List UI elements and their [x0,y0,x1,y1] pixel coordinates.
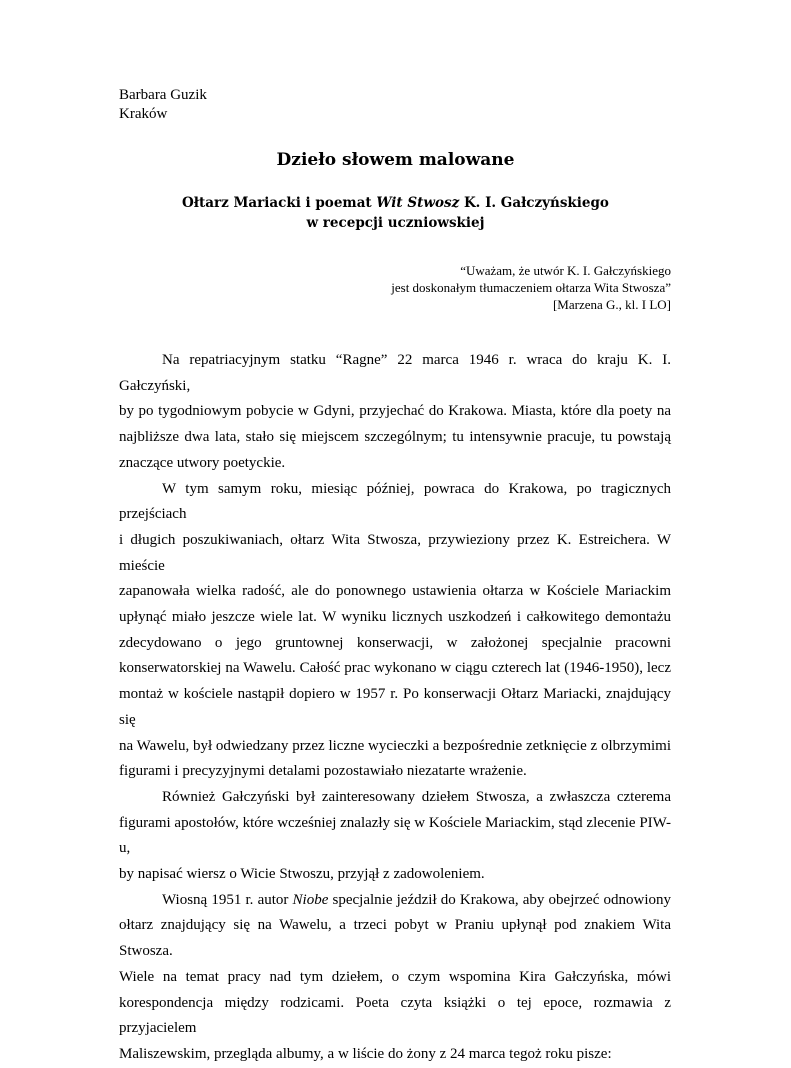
text-line: upłynąć miało jeszcze wiele lat. W wyniku licznych uszkodzeń i całkowitego demontażu [119,609,671,626]
text-line: Również Gałczyński był zainteresowany dziełem Stwosza, a zwłaszcza czterema [162,788,671,805]
document-subtitle [0,193,791,233]
paragraph-2 [119,477,671,785]
epigraph-attribution: [Marzena G., kl. I LO] [552,297,671,312]
text-line [119,888,671,914]
epigraph-line: “Uważam, że utwór K. I. Gałczyńskiego [460,263,671,278]
author-block [119,86,207,124]
subtitle-italic-title: Wit Stwosz [376,195,460,211]
paragraph-1 [119,348,671,477]
author-city: Kraków [119,106,168,122]
italic-title-niobe: Niobe [292,891,329,908]
epigraph [271,262,671,313]
text-line: i długich poszukiwaniach, ołtarz Wita Stwosza, przywieziony przez K. Estreichera. W mieście [119,531,671,574]
text-run: Wiosną 1951 r. autor [162,891,293,908]
body-text [119,348,671,1068]
text-line: by po tygodniowym pobycie w Gdyni, przyjechać do Krakowa. Miasta, które dla poety na [119,403,671,420]
text-line: ołtarz znajdujący się na Wawelu, a trzeci pobyt w Praniu upłynął pod znakiem Wita Stwosza. [119,917,671,960]
paragraph-3 [119,785,671,888]
text-run: specjalnie jeździł do Krakowa, aby obejrzeć odnowiony [328,891,671,908]
text-line: znaczące utwory poetyckie. [119,454,286,471]
subtitle-line-1 [0,193,791,213]
text-line: Maliszewskim, przegląda albumy, a w liście do żony z 24 marca tegoż roku pisze: [119,1045,612,1062]
text-line: korespondencja między rodzicami. Poeta czyta książki o tej epoce, rozmawia z przyjacielem [119,994,671,1037]
author-name: Barbara Guzik [119,87,207,103]
paragraph-4 [119,888,671,1068]
text-line: by napisać wiersz o Wicie Stwoszu, przyjął z zadowoleniem. [119,866,485,883]
text-line: Wiele na temat pracy nad tym dziełem, o czym wspomina Kira Gałczyńska, mówi [119,968,671,985]
document-title: Dzieło słowem malowane [276,150,515,170]
subtitle-text: Ołtarz Mariacki i poemat [182,195,377,211]
text-line: figurami i precyzyjnymi detalami pozostawiało niezatarte wrażenie. [119,763,527,780]
text-line: figurami apostołów, które wcześniej znalazły się w Kościele Mariackim, stąd zlecenie PIW-u, [119,814,671,857]
text-line: zdecydowano o jego gruntownej konserwacji, w założonej specjalnie pracowni [119,634,671,651]
text-line: najbliższe dwa lata, stało się miejscem szczególnym; tu intensywnie pracuje, tu powstają [119,429,671,446]
subtitle-text: K. I. Gałczyńskiego [459,195,609,211]
subtitle-line-2: w recepcji uczniowskiej [306,215,485,231]
text-line: Na repatriacyjnym statku “Ragne” 22 marca 1946 r. wraca do kraju K. I. Gałczyński, [119,352,671,394]
text-line: na Wawelu, był odwiedzany przez liczne wycieczki a bezpośrednie zetknięcie z olbrzymimi [119,737,671,754]
text-line: montaż w kościele nastąpił dopiero w 1957 r. Po konserwacji Ołtarz Mariacki, znajdujący się [119,686,671,728]
text-line: zapanowała wielka radość, ale do ponownego ustawienia ołtarza w Kościele Mariackim [119,583,671,600]
epigraph-line: jest doskonałym tłumaczeniem ołtarza Wita Stwosza” [391,280,671,295]
text-line: konserwatorskiej na Wawelu. Całość prac wykonano w ciągu czterech lat (1946-1950), lecz [119,660,671,677]
text-line: W tym samym roku, miesiąc później, powraca do Krakowa, po tragicznych przejściach [119,480,671,523]
